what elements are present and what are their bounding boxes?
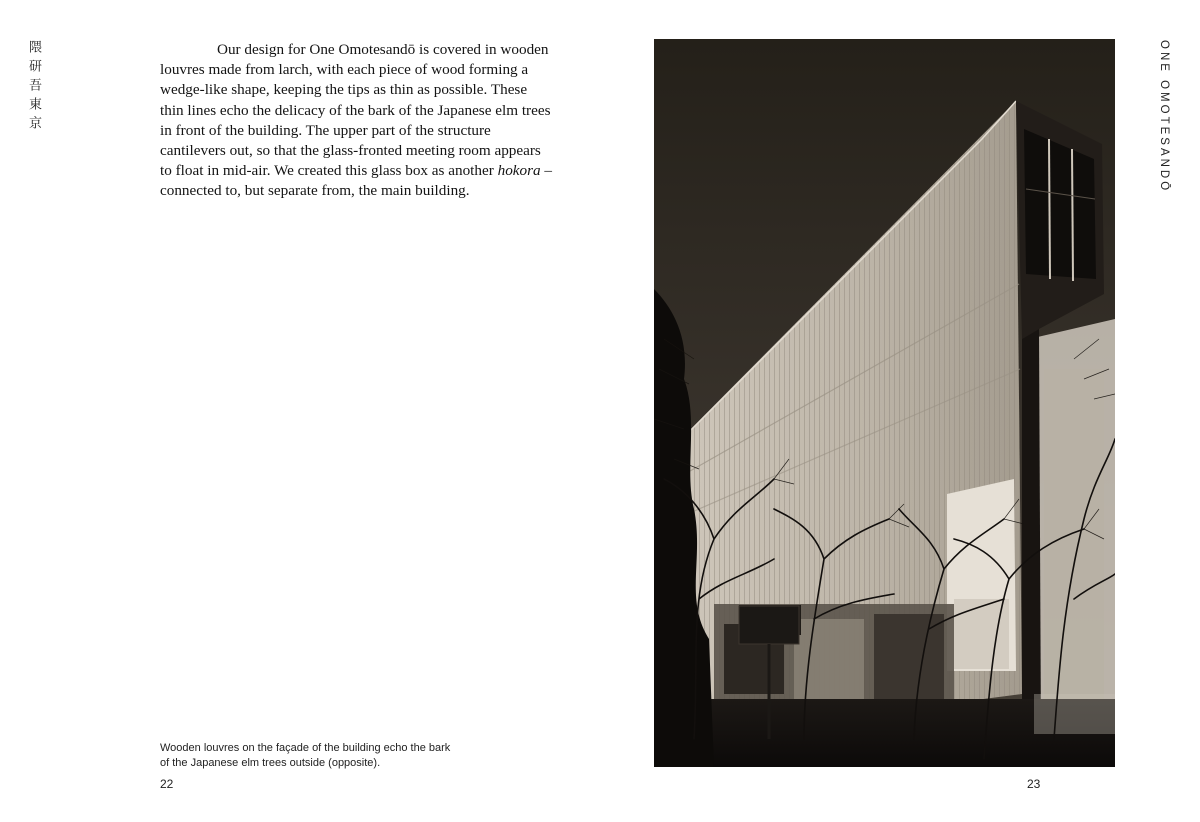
building-photo (654, 39, 1115, 767)
paragraph-part-1: Our design for One Omotesandō is covered in wooden louvres made from larch, with each piece of wood forming a wedge-like shape, keeping the tips as thin as possible. These thin lines echo the delicacy of the bark of the Japanese elm trees in front of the building. The upper part of the structure cantilevers out, so that the glass-fronted meeting room appears to float in mid-air. We created this glass box as another (160, 41, 551, 180)
italic-term-hokora: hokora (497, 162, 541, 180)
vertical-japanese-title: 隈研吾東京 (26, 40, 41, 135)
page-number-left: 22 (160, 777, 174, 791)
page-number-right: 23 (1027, 777, 1041, 791)
running-title-vertical: ONE OMOTESANDŌ (1158, 40, 1170, 194)
paragraph-part-3: – connected to, but separate from, the main building. (160, 162, 553, 200)
body-paragraph (160, 40, 552, 202)
photo-caption: Wooden louvres on the façade of the building echo the bark of the Japanese elm trees outside (opposite). (160, 742, 451, 769)
